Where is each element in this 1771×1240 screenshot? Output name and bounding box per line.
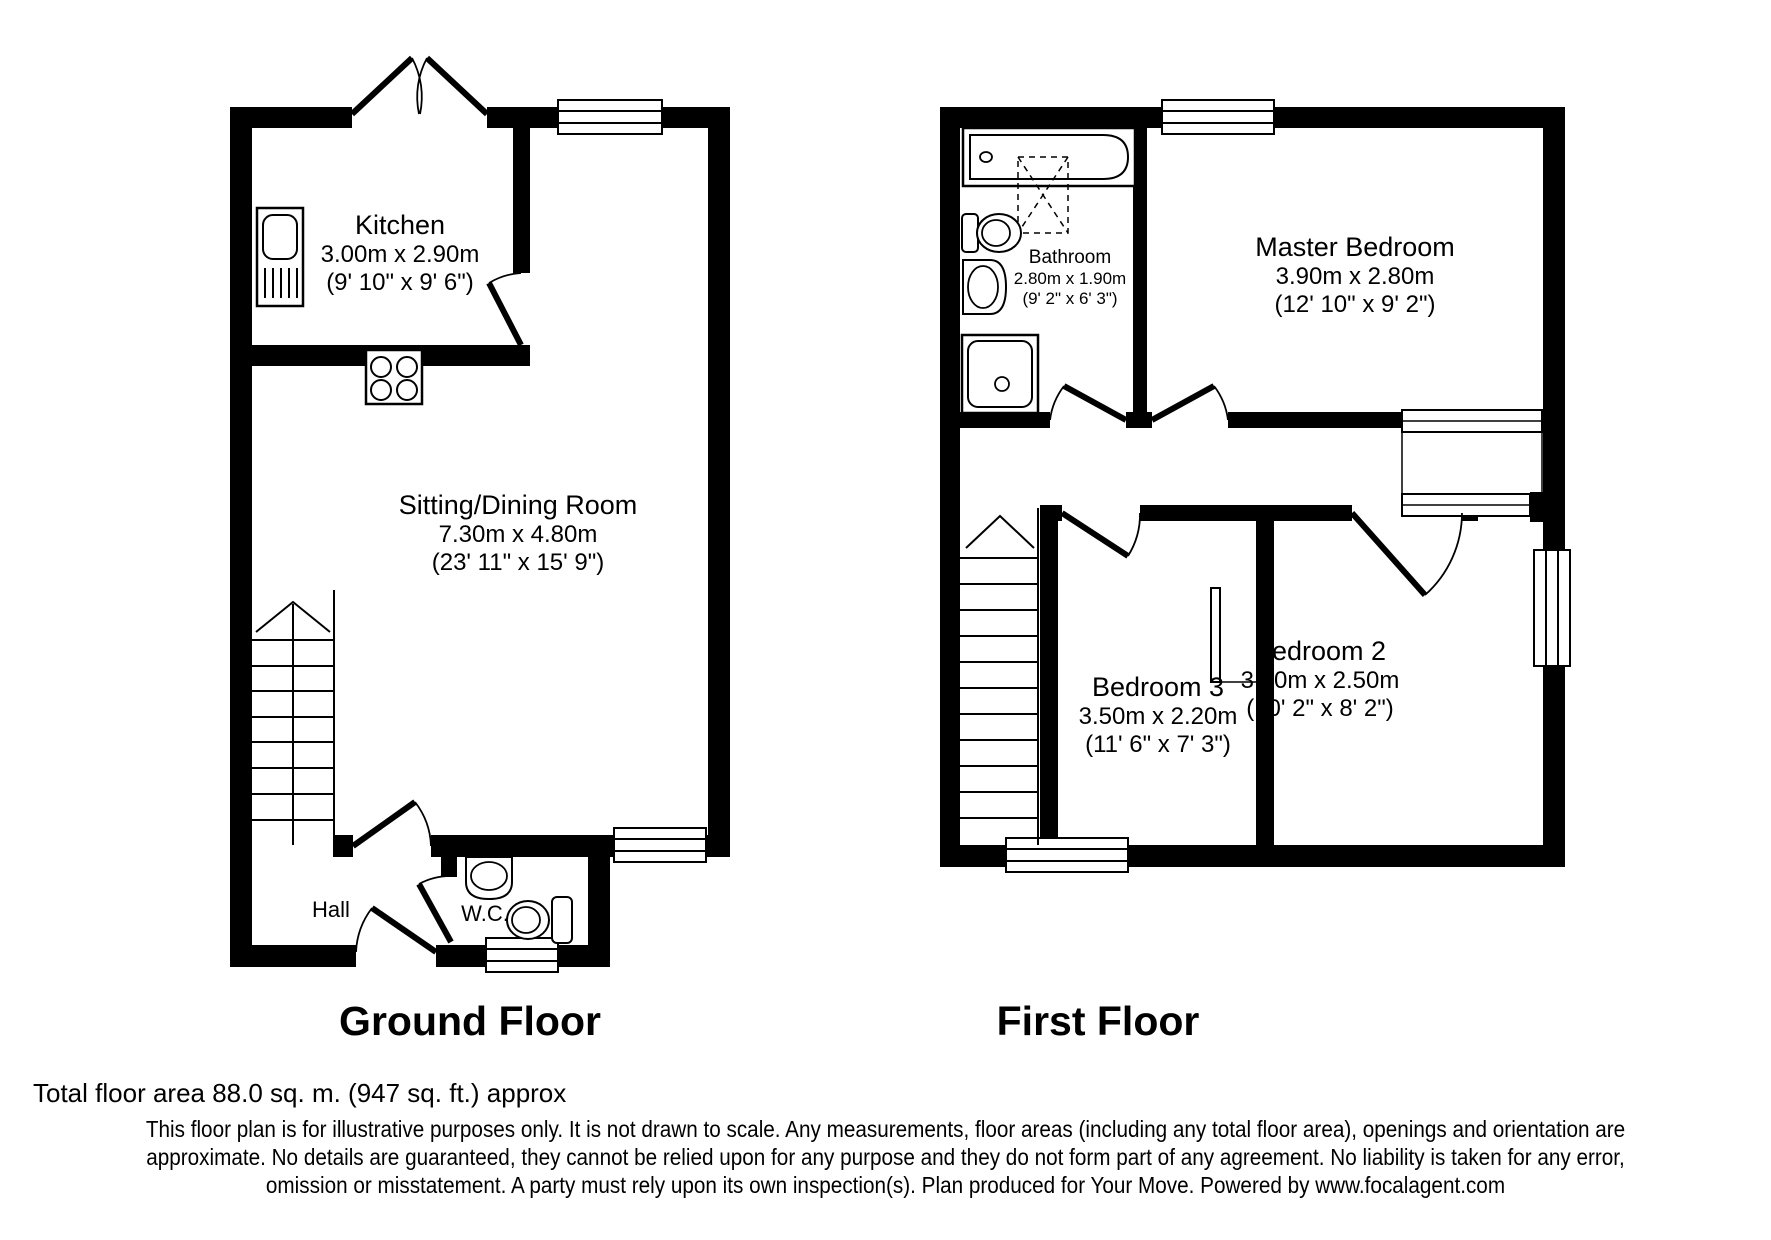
bedroom2-name: Bedroom 2 bbox=[1253, 636, 1387, 666]
bathroom-basin bbox=[963, 260, 1006, 314]
bathroom-name: Bathroom bbox=[1028, 247, 1112, 268]
hall-label bbox=[312, 897, 350, 923]
bedroom3-metric: 3.50m x 2.20m bbox=[1078, 703, 1238, 731]
master-bedroom-metric: 3.90m x 2.80m bbox=[1275, 263, 1435, 291]
wc-toilet bbox=[507, 897, 572, 943]
french-doors bbox=[352, 58, 487, 114]
bathroom-shower-tray bbox=[962, 335, 1038, 413]
disclaimer-line-1: This floor plan is for illustrative purposes only. It is not drawn to scale. Any measurements, floor areas (including any total floor area), openings and orientation are bbox=[145, 1116, 1626, 1142]
ground-floor-title: Ground Floor bbox=[339, 998, 601, 1044]
bedroom3-imperial: (11' 6" x 7' 3") bbox=[1085, 731, 1231, 759]
first-floor-stairs bbox=[960, 508, 1038, 845]
bedroom2-metric: 3.10m x 2.50m bbox=[1240, 667, 1400, 695]
bedroom3-name: Bedroom 3 bbox=[1091, 672, 1225, 702]
kitchen-window bbox=[558, 100, 662, 134]
bedroom3-window bbox=[1006, 838, 1128, 872]
sitting-room-window bbox=[614, 828, 706, 862]
bedroom2-window bbox=[1534, 550, 1570, 666]
ground-floor-stairs bbox=[252, 590, 334, 845]
kitchen-name: Kitchen bbox=[354, 210, 446, 240]
bedroom2-label bbox=[1241, 636, 1400, 723]
sitting-dining-imperial: (23' 11" x 15' 9") bbox=[431, 549, 605, 577]
wc-label bbox=[461, 901, 509, 927]
stairs-up-arrow bbox=[966, 516, 1034, 548]
sitting-dining-label bbox=[399, 490, 638, 577]
master-bedroom-window bbox=[1162, 100, 1274, 134]
disclaimer-line-3: omission or misstatement. A party must rely upon its own inspection(s). Plan produced for Your Move. Powered by www.focalagent.com bbox=[265, 1172, 1506, 1198]
front-door bbox=[356, 908, 436, 952]
wc-door bbox=[419, 876, 451, 942]
disclaimer bbox=[0, 1115, 1771, 1199]
total-floor-area: Total floor area 88.0 sq. m. (947 sq. ft.) approx bbox=[33, 1078, 567, 1108]
bathroom-toilet bbox=[962, 214, 1021, 252]
sitting-dining-name: Sitting/Dining Room bbox=[398, 490, 638, 520]
hall-name: Hall bbox=[312, 897, 350, 922]
master-bedroom-name: Master Bedroom bbox=[1255, 232, 1455, 262]
bathroom-bath bbox=[963, 128, 1135, 186]
kitchen-door bbox=[489, 273, 521, 345]
disclaimer-line-2: approximate. No details are guaranteed, they cannot be relied upon for any purpose and they do not form part of any agreement. No liability is taken for any error, bbox=[146, 1144, 1625, 1170]
master-cupboard bbox=[1402, 410, 1542, 516]
kitchen-hob bbox=[366, 350, 422, 404]
kitchen-imperial: (9' 10" x 9' 6") bbox=[326, 269, 474, 297]
hall-sitting-door bbox=[353, 802, 431, 846]
master-bedroom-label bbox=[1255, 232, 1455, 319]
master-bedroom-imperial: (12' 10" x 9' 2") bbox=[1274, 291, 1436, 319]
bedroom2-imperial: (10' 2" x 8' 2") bbox=[1246, 695, 1394, 723]
bathroom-imperial: (9' 2" x 6' 3") bbox=[1022, 288, 1118, 308]
kitchen-metric: 3.00m x 2.90m bbox=[320, 241, 480, 269]
wc-name: W.C. bbox=[461, 901, 509, 926]
bedroom3-label bbox=[1079, 672, 1238, 759]
bedroom2-door bbox=[1352, 513, 1462, 595]
kitchen-sink bbox=[257, 208, 303, 306]
wc-basin bbox=[466, 857, 512, 899]
bathroom-label bbox=[1014, 247, 1126, 308]
master-bedroom-door bbox=[1152, 386, 1228, 420]
first-floor-walls bbox=[940, 107, 1565, 867]
bathroom-metric: 2.80m x 1.90m bbox=[1013, 269, 1127, 289]
bathroom-door bbox=[1050, 386, 1126, 420]
first-floor-title: First Floor bbox=[996, 998, 1200, 1044]
hall-window bbox=[486, 938, 558, 972]
sitting-dining-metric: 7.30m x 4.80m bbox=[438, 521, 598, 549]
kitchen-label bbox=[321, 210, 480, 297]
bedroom3-door bbox=[1062, 513, 1140, 556]
